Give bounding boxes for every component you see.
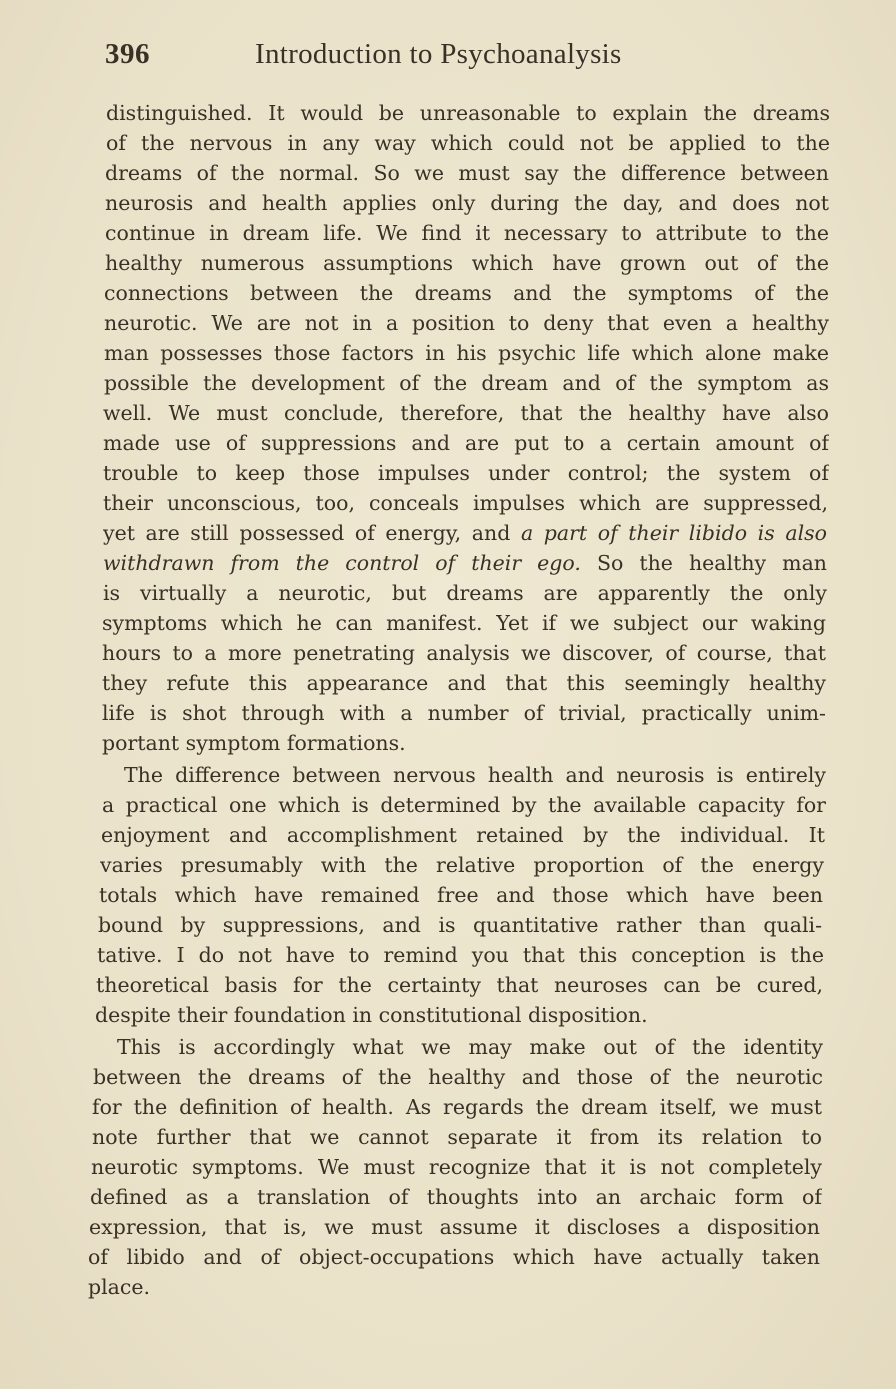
text-line: neurotic. We are not in a position to deny that even a healthy [104,311,829,335]
text-line: is virtually a neurotic, but dreams are apparently the only [103,581,827,605]
text-line: they refute this appearance and that this seemingly healthy [102,671,826,695]
text-line: place. [88,1275,151,1299]
text-line-mixed [103,518,827,548]
text-line-mixed [103,548,827,578]
text-line: bound by suppressions, and is quantitative rather than quali- [98,913,822,937]
text-line: symptoms which he can manifest. Yet if we subject our waking [102,611,826,635]
text-line: of the nervous in any way which could not be applied to the [106,131,830,155]
text-line: connections between the dreams and the symptoms of the [104,281,829,305]
text-line: between the dreams of the healthy and those of the neurotic [93,1065,823,1089]
text-line: well. We must conclude, therefore, that the healthy have also [103,401,829,425]
text-line: varies presumably with the relative proportion of the energy [100,853,824,877]
text-line: defined as a translation of thoughts into an archaic form of [90,1185,822,1209]
italic-text: withdrawn from the control of their ego. [103,551,581,575]
text-line: theoretical basis for the certainty that neuroses can be cured, [96,973,823,997]
text-run: So the healthy man [596,551,827,575]
text-line: The difference between nervous health and neurosis is entirely [124,763,826,787]
page-number: 396 [105,38,150,70]
page-header [105,38,836,78]
text-line: man possesses those factors in his psychic life which alone make [104,341,829,365]
text-line: of libido and of object-occupations which have actually taken [88,1245,820,1269]
text-line: dreams of the normal. So we must say the difference between [105,161,829,185]
text-line: tative. I do not have to remind you that this conception is the [97,943,824,967]
text-line: life is shot through with a number of trivial, practically unim- [102,701,826,725]
text-line: despite their foundation in constitutional disposition. [95,1003,648,1027]
text-line: their unconscious, too, conceals impulses which are suppressed, [103,491,828,515]
text-line: enjoyment and accomplishment retained by the individual. It [101,823,825,847]
text-line: totals which have remained free and those which have been [99,883,823,907]
text-line: made use of suppressions and are put to a certain amount of [103,431,829,455]
text-line: for the definition of health. As regards the dream itself, we must [92,1095,822,1119]
text-line: This is accordingly what we may make out of the identity [117,1035,823,1059]
text-line: neurotic symptoms. We must recognize that it is not completely [91,1155,822,1179]
text-line: possible the development of the dream and of the symptom as [104,371,829,395]
text-line: neurosis and health applies only during the day, and does not [105,191,829,215]
text-line: trouble to keep those impulses under control; the system of [103,461,829,485]
text-line: distinguished. It would be unreasonable to explain the dreams [106,101,830,125]
running-head: Introduction to Psychoanalysis [255,38,622,70]
text-line: a practical one which is determined by the available capacity for [102,793,826,817]
text-line: hours to a more penetrating analysis we discover, of course, that [102,641,826,665]
text-line: healthy numerous assumptions which have grown out of the [105,251,829,275]
text-line: portant symptom formations. [102,731,406,755]
text-run: yet are still possessed of energy, and [103,521,521,545]
text-line: note further that we cannot separate it from its relation to [92,1125,822,1149]
italic-text: a part of their libido is also [520,521,827,545]
text-line: continue in dream life. We find it necessary to attribute to the [105,221,829,245]
text-line: expression, that is, we must assume it discloses a disposition [89,1215,820,1239]
